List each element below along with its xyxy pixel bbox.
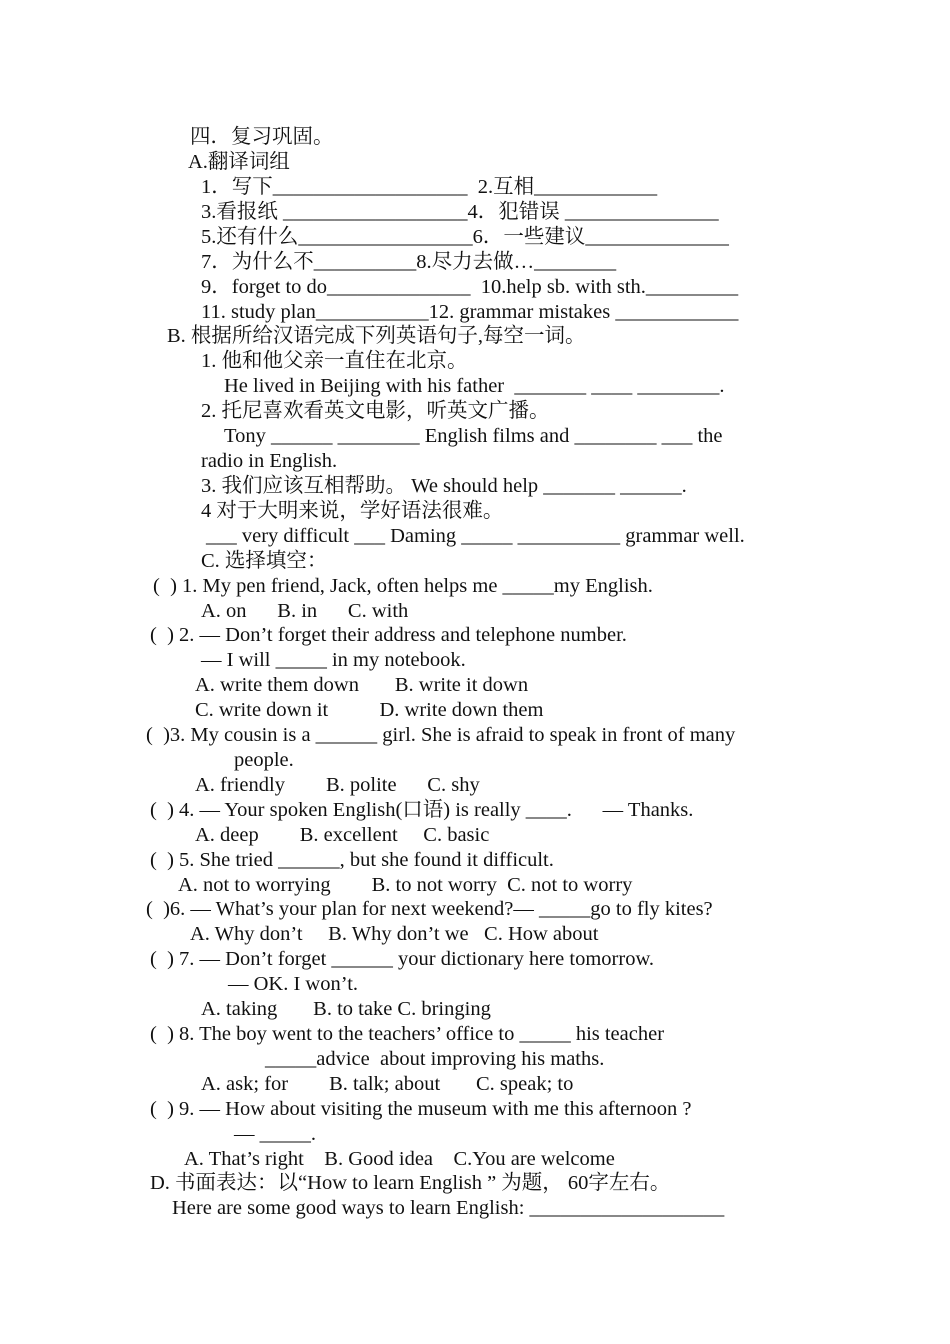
q7-stem: ( ) 7. — Don’t forget ______ your dictionary here tomorrow. — [150, 948, 655, 970]
translate-row-6: 11. study plan___________12. grammar mistakes ____________ — [201, 301, 739, 323]
translate-row-2: 3.看报纸 __________________4．犯错误 _______________ — [201, 201, 719, 223]
q6-stem: ( )6. — What’s your plan for next weekend?— _____go to fly kites? — [146, 898, 713, 920]
q2-options-1: A. write them down B. write it down — [195, 674, 529, 696]
q8-options: A. ask; for B. talk; about C. speak; to — [201, 1073, 574, 1095]
part-a-heading: A.翻译词组 — [188, 151, 290, 173]
q3-options: A. friendly B. polite C. shy — [195, 774, 480, 796]
q1-stem: ( ) 1. My pen friend, Jack, often helps me _____my English. — [153, 575, 653, 597]
q9-reply: — _____. — [234, 1123, 316, 1145]
b1-english: He lived in Beijing with his father _______ ____ ________. — [224, 375, 725, 397]
q2-reply: — I will _____ in my notebook. — [201, 649, 466, 671]
translate-row-1: 1．写下___________________ 2.互相____________ — [201, 176, 658, 198]
writing-prompt: Here are some good ways to learn English: ___________________ — [172, 1197, 725, 1219]
b3-sentence: 3. 我们应该互相帮助。 We should help _______ ______. — [201, 475, 687, 497]
q9-stem: ( ) 9. — How about visiting the museum with me this afternoon ? — [150, 1098, 692, 1120]
b1-chinese: 1. 他和他父亲一直住在北京。 — [201, 350, 468, 372]
q4-options: A. deep B. excellent C. basic — [195, 824, 490, 846]
q4-stem: ( ) 4. — Your spoken English(口语) is really ____. — Thanks. — [150, 799, 694, 821]
q5-stem: ( ) 5. She tried ______, but she found it difficult. — [150, 849, 554, 871]
q2-stem: ( ) 2. — Don’t forget their address and telephone number. — [150, 624, 627, 646]
b2-english: Tony ______ ________ English films and ________ ___ the — [224, 425, 723, 447]
q6-options: A. Why don’t B. Why don’t we C. How about — [190, 923, 599, 945]
q5-options: A. not to worrying B. to not worry C. not to worry — [178, 874, 633, 896]
part-c-heading: C. 选择填空： — [201, 550, 328, 572]
part-d-heading: D. 书面表达：以“How to learn English ” 为题， 60字左右。 — [150, 1172, 671, 1194]
translate-row-4: 7．为什么不__________8.尽力去做…________ — [201, 251, 617, 273]
b4-english: ___ very difficult ___ Daming _____ __________ grammar well. — [206, 525, 745, 547]
q9-options: A. That’s right B. Good idea C.You are welcome — [184, 1148, 615, 1170]
q2-options-2: C. write down it D. write down them — [195, 699, 544, 721]
section-four-heading: 四．复习巩固。 — [190, 126, 334, 148]
q7-reply: — OK. I won’t. — [228, 973, 359, 995]
q8-stem: ( ) 8. The boy went to the teachers’ office to _____ his teacher — [150, 1023, 665, 1045]
b2-chinese: 2. 托尼喜欢看英文电影，听英文广播。 — [201, 400, 550, 422]
q1-options: A. on B. in C. with — [201, 600, 409, 622]
q7-options: A. taking B. to take C. bringing — [201, 998, 491, 1020]
b2-english-cont: radio in English. — [201, 450, 338, 472]
translate-row-3: 5.还有什么_________________6．一些建议______________ — [201, 226, 729, 248]
q8-stem-cont: _____advice about improving his maths. — [265, 1048, 605, 1070]
b4-chinese: 4 对于大明来说，学好语法很难。 — [201, 500, 504, 522]
q3-stem: ( )3. My cousin is a ______ girl. She is afraid to speak in front of many — [146, 724, 736, 746]
part-b-heading: B. 根据所给汉语完成下列英语句子,每空一词。 — [167, 325, 586, 347]
q3-stem-cont: people. — [234, 749, 294, 771]
translate-row-5: 9．forget to do______________ 10.help sb. with sth._________ — [201, 276, 739, 298]
